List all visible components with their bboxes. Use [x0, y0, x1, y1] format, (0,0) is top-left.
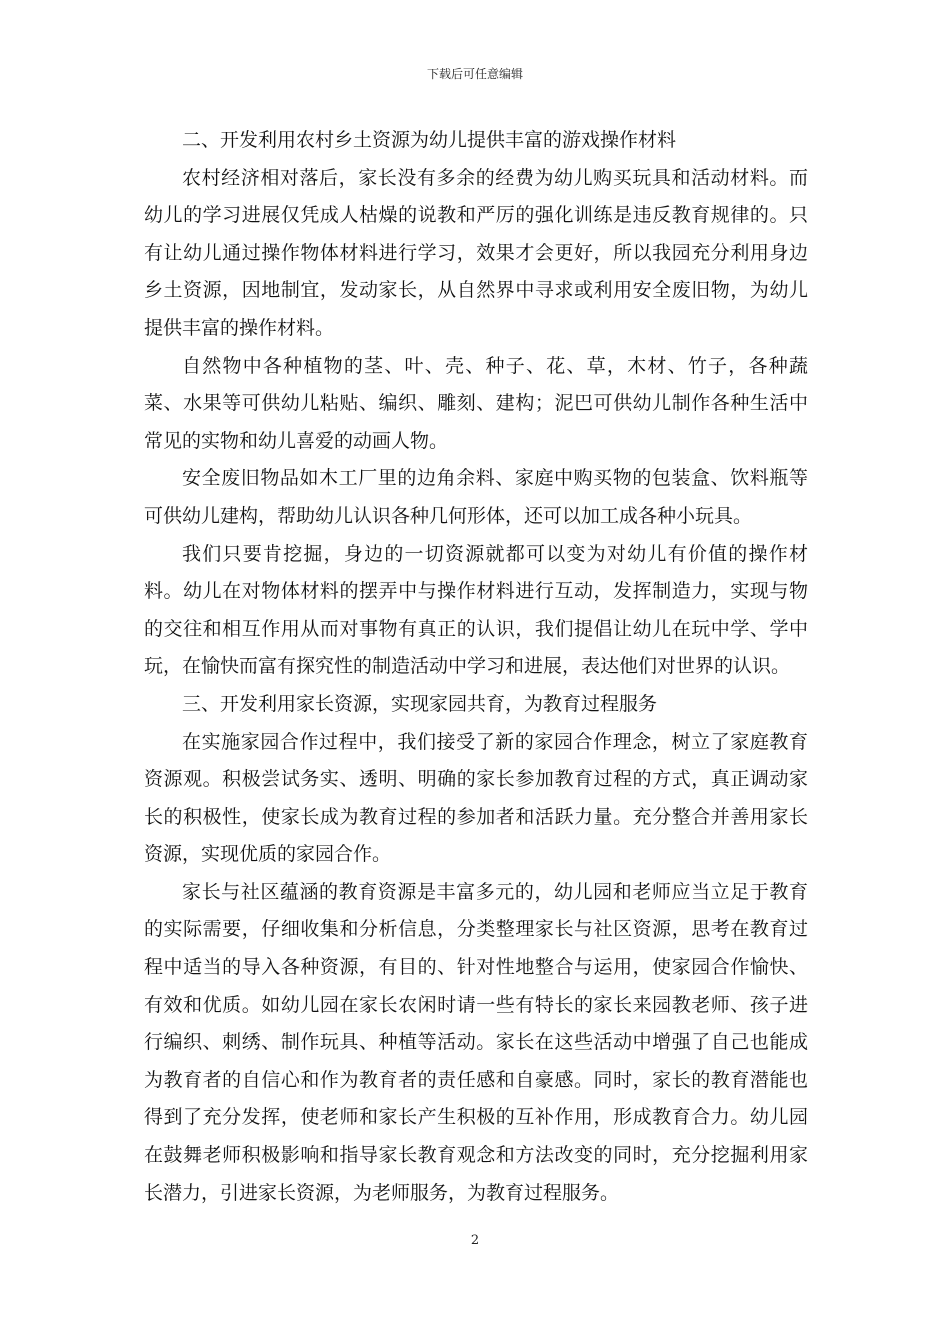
section-heading-2: 二、开发利用农村乡土资源为幼儿提供丰富的游戏操作材料	[182, 129, 677, 151]
paragraph: 在实施家园合作过程中，我们接受了新的家园合作理念，树立了家庭教育资源观。积极尝试务实、透明、明确的家长参加教育过程的方式，真正调动家长的积极性，使家长成为教育过程的参加者和活跃力量。充分整合并善用家长资源，实现优质的家园合作。	[144, 730, 808, 866]
paragraph: 农村经济相对落后，家长没有多余的经费为幼儿购买玩具和活动材料。而幼儿的学习进展仅凭成人枯燥的说教和严厉的强化训练是违反教育规律的。只有让幼儿通过操作物体材料进行学习，效果才会更好，所以我园充分利用身边乡土资源，因地制宜，发动家长，从自然界中寻求或利用安全废旧物，为幼儿提供丰富的操作材料。	[144, 166, 808, 339]
paragraph: 自然物中各种植物的茎、叶、壳、种子、花、草，木材、竹子，各种蔬菜、水果等可供幼儿粘贴、编织、雕刻、建构；泥巴可供幼儿制作各种生活中常见的实物和幼儿喜爱的动画人物。	[144, 354, 808, 452]
document-body	[144, 122, 808, 1212]
page-number: 2	[470, 1233, 480, 1248]
paragraph: 家长与社区蕴涵的教育资源是丰富多元的，幼儿园和老师应当立足于教育的实际需要，仔细收集和分析信息，分类整理家长与社区资源，思考在教育过程中适当的导入各种资源，有目的、针对性地整合与运用，使家园合作愉快、有效和优质。如幼儿园在家长农闲时请一些有特长的家长来园教老师、孩子进行编织、刺绣、制作玩具、种植等活动。家长在这些活动中增强了自己也能成为教育者的自信心和作为教育者的责任感和自豪感。同时，家长的教育潜能也得到了充分发挥，使老师和家长产生积极的互补作用，形成教育合力。幼儿园在鼓舞老师积极影响和指导家长教育观念和方法改变的同时，充分挖掘利用家长潜力，引进家长资源，为老师服务，为教育过程服务。	[144, 880, 808, 1204]
paragraph: 安全废旧物品如木工厂里的边角余料、家庭中购买物的包装盒、饮料瓶等可供幼儿建构，帮助幼儿认识各种几何形体，还可以加工成各种小玩具。	[144, 467, 808, 527]
page-header: 下载后可任意编辑	[426, 67, 523, 81]
paragraph: 我们只要肯挖掘，身边的一切资源就都可以变为对幼儿有价值的操作材料。幼儿在对物体材料的摆弄中与操作材料进行互动，发挥制造力，实现与物的交往和相互作用从而对事物有真正的认识，我们提倡让幼儿在玩中学、学中玩，在愉快而富有探究性的制造活动中学习和进展，表达他们对世界的认识。	[144, 542, 808, 678]
section-heading-3: 三、开发利用家长资源，实现家园共育，为教育过程服务	[182, 692, 658, 715]
